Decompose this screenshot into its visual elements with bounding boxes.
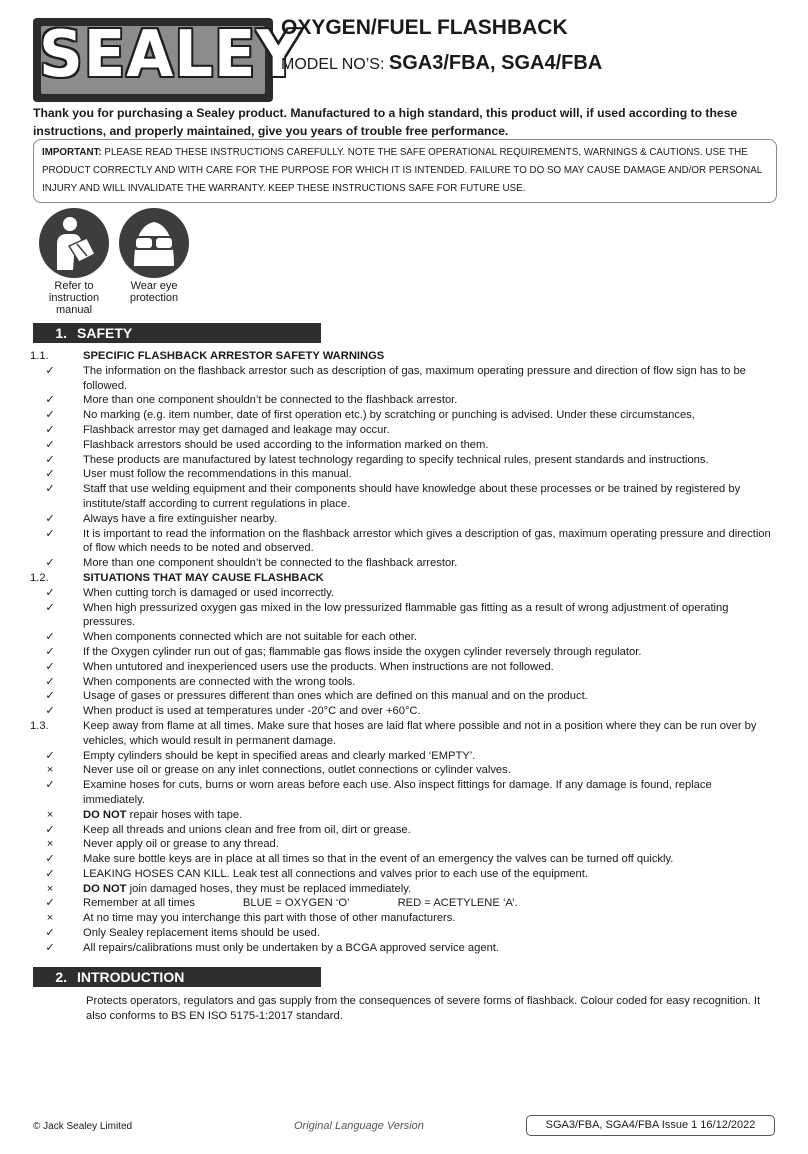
list-item bbox=[30, 660, 775, 675]
check-icon: ✓ bbox=[45, 749, 55, 762]
list-item-rest: join damaged hoses, they must be replaced immediately. bbox=[126, 882, 412, 895]
list-item bbox=[30, 808, 775, 823]
list-item-text: When high pressurized oxygen gas mixed in the low pressurized flammable gas fitting as a result of wrong adjustment of operating pressures. bbox=[83, 601, 729, 629]
section-safety-header bbox=[33, 323, 321, 343]
check-icon: ✓ bbox=[45, 423, 55, 436]
eye-protection-icon bbox=[119, 208, 189, 278]
list-item bbox=[30, 393, 775, 408]
cross-icon: × bbox=[46, 764, 54, 777]
product-title: OXYGEN/FUEL FLASHBACK bbox=[281, 16, 568, 39]
list-item bbox=[30, 763, 775, 778]
check-icon: ✓ bbox=[45, 645, 55, 658]
check-icon: ✓ bbox=[45, 586, 55, 599]
list-item bbox=[30, 601, 775, 631]
list-item-text: When product is used at temperatures under -20°C and over +60°C. bbox=[83, 705, 421, 718]
list-item-text: More than one component shouldn’t be connected to the flashback arrestor. bbox=[83, 557, 458, 570]
list-item-text: When untutored and inexperienced users use the products. When instructions are not followed. bbox=[83, 660, 554, 673]
list-item-text: Never use oil or grease on any inlet connections, outlet connections or cylinder valves. bbox=[83, 764, 511, 777]
check-icon: ✓ bbox=[45, 660, 55, 673]
list-item bbox=[30, 630, 775, 645]
subsection-number: 1.1. bbox=[30, 350, 49, 362]
important-text: PLEASE READ THESE INSTRUCTIONS CAREFULLY. NOTE THE SAFE OPERATIONAL REQUIREMENTS, WARNINGS & CAUTIONS. USE THE PRODUCT CORRECTLY AND WITH CARE FOR THE PURPOSE FOR WHICH IT IS INTENDED. FAILURE TO DO SO MAY CAUSE DAMAGE AND/OR PERSONAL INJURY AND WILL INVALIDATE THE WARRANTY. KEEP THESE INSTRUCTIONS SAFE FOR FUTURE USE. bbox=[42, 147, 762, 194]
list-item-text bbox=[83, 808, 775, 823]
language-version: Original Language Version bbox=[294, 1120, 424, 1132]
subsection-title: SPECIFIC FLASHBACK ARRESTOR SAFETY WARNINGS bbox=[83, 350, 385, 362]
list-item-text bbox=[83, 882, 775, 897]
eye-protection-block bbox=[113, 208, 195, 304]
do-not-emphasis: DO NOT bbox=[83, 808, 127, 821]
check-icon: ✓ bbox=[45, 705, 55, 718]
manual-icon-block bbox=[33, 208, 115, 316]
list-item bbox=[30, 882, 775, 897]
list-item-text: More than one component shouldn’t be connected to the flashback arrestor. bbox=[83, 394, 458, 407]
sealey-logo bbox=[33, 18, 302, 102]
thank-you-text: Thank you for purchasing a Sealey product. Manufactured to a high standard, this product will, if used according to these instructions, and properly maintained, give you years of trouble free performance. bbox=[33, 106, 738, 138]
list-item bbox=[30, 438, 775, 453]
important-label: IMPORTANT: bbox=[42, 147, 102, 158]
cross-icon: × bbox=[46, 808, 54, 821]
list-item bbox=[30, 689, 775, 704]
issue-info: SGA3/FBA, SGA4/FBA Issue 1 16/12/2022 bbox=[526, 1115, 775, 1136]
check-icon: ✓ bbox=[45, 364, 55, 377]
list-item bbox=[30, 926, 775, 941]
list-item-text: Empty cylinders should be kept in specified areas and clearly marked ‘EMPTY’. bbox=[83, 749, 476, 762]
cross-icon: × bbox=[46, 838, 54, 851]
check-icon: ✓ bbox=[45, 867, 55, 880]
list-item bbox=[30, 749, 775, 764]
list-item-text bbox=[83, 896, 775, 911]
list-item-text: Make sure bottle keys are in place at all times so that in the event of an emergency the valves can be turned off quickly. bbox=[83, 853, 674, 866]
check-icon: ✓ bbox=[45, 512, 55, 525]
list-item bbox=[30, 586, 775, 601]
list-item-text: Never apply oil or grease to any thread. bbox=[83, 838, 279, 851]
check-icon: ✓ bbox=[45, 823, 55, 836]
list-item-text: At no time may you interchange this part with those of other manufacturers. bbox=[83, 912, 456, 925]
list-item-rest: repair hoses with tape. bbox=[126, 808, 243, 821]
subsection-1-3-first bbox=[30, 719, 775, 749]
list-item bbox=[30, 837, 775, 852]
check-icon: ✓ bbox=[45, 690, 55, 703]
list-item-text: Keep all threads and unions clean and free from oil, dirt or grease. bbox=[83, 823, 411, 836]
important-notice bbox=[33, 139, 777, 203]
list-item-text: User must follow the recommendations in this manual. bbox=[83, 468, 352, 481]
section-number: 2. bbox=[55, 969, 67, 985]
list-item-text: Flashback arrestors should be used according to the information marked on them. bbox=[83, 438, 489, 451]
list-item bbox=[30, 896, 775, 911]
list-item bbox=[30, 482, 775, 512]
subsection-number: 1.3. bbox=[30, 719, 49, 732]
blue-oxygen-text: BLUE = OXYGEN ‘O’ bbox=[242, 897, 350, 910]
list-item-text: No marking (e.g. item number, date of first operation etc.) by scratching or punching is advised. Under these circumstances, bbox=[83, 409, 695, 422]
list-item bbox=[30, 941, 775, 956]
cross-icon: × bbox=[46, 912, 54, 925]
list-item bbox=[30, 527, 775, 557]
check-icon: ✓ bbox=[45, 394, 55, 407]
model-value: SGA3/FBA, SGA4/FBA bbox=[388, 52, 603, 74]
section-introduction-header bbox=[33, 967, 321, 987]
list-item-text: It is important to read the information on the flashback arrestor which gives a description of gas, maximum operating pressure and direction of flow which needs to be noted and observed. bbox=[83, 527, 771, 555]
list-item-text: Usage of gases or pressures different than ones which are defined on this manual and on the product. bbox=[83, 690, 588, 703]
subsection-title: SITUATIONS THAT MAY CAUSE FLASHBACK bbox=[83, 571, 324, 584]
list-item-text: Only Sealey replacement items should be used. bbox=[83, 927, 320, 940]
list-item-text: When components are connected with the wrong tools. bbox=[83, 675, 356, 688]
list-item bbox=[30, 408, 775, 423]
eye-protection-label: Wear eye protection bbox=[129, 280, 179, 304]
list-item-text: If the Oxygen cylinder run out of gas; flammable gas flows inside the oxygen cylinder reversely through regulator. bbox=[83, 645, 642, 658]
manual-icon-label: Refer to instruction manual bbox=[48, 280, 100, 316]
list-item-text: When components connected which are not suitable for each other. bbox=[83, 631, 417, 644]
check-icon: ✓ bbox=[45, 631, 55, 644]
list-item bbox=[30, 453, 775, 468]
check-icon: ✓ bbox=[45, 927, 55, 940]
list-item bbox=[30, 556, 775, 571]
list-item-text: These products are manufactured by latest technology regarding to specify technical rules, present standards and instructions. bbox=[83, 453, 709, 466]
check-icon: ✓ bbox=[45, 601, 55, 614]
list-item-text: Flashback arrestor may get damaged and leakage may occur. bbox=[83, 423, 390, 436]
check-icon: ✓ bbox=[45, 453, 55, 466]
check-icon: ✓ bbox=[45, 557, 55, 570]
check-icon: ✓ bbox=[45, 527, 55, 540]
check-icon: ✓ bbox=[45, 468, 55, 481]
model-numbers bbox=[281, 52, 602, 75]
introduction-text: Protects operators, regulators and gas supply from the consequences of severe forms of flashback. Colour coded for easy recognition. It also conforms to BS EN ISO 5175-1:2017 standard. bbox=[86, 995, 761, 1022]
list-item bbox=[30, 778, 775, 808]
list-item-text: Examine hoses for cuts, burns or worn areas before each use. Also inspect fittings for damage. If any damage is found, replace immediately. bbox=[83, 779, 712, 806]
check-icon: ✓ bbox=[45, 675, 55, 688]
list-item-text: All repairs/calibrations must only be undertaken by a BCGA approved service agent. bbox=[83, 941, 500, 954]
list-item-text: Always have a fire extinguisher nearby. bbox=[83, 512, 277, 525]
list-item-text: LEAKING HOSES CAN KILL. Leak test all connections and valves prior to each use of the equipment. bbox=[83, 867, 588, 880]
list-item-text: Keep away from flame at all times. Make sure that hoses are laid flat where possible and not in a position where they can be run over by vehicles, which would result in permanent damage. bbox=[83, 719, 757, 747]
list-item bbox=[30, 704, 775, 719]
remember-text: Remember at all times bbox=[83, 897, 195, 910]
model-label: MODEL NO’S: bbox=[281, 56, 389, 73]
subsection-1-1-heading bbox=[30, 349, 775, 364]
list-item bbox=[30, 467, 775, 482]
section-title: SAFETY bbox=[77, 325, 133, 341]
read-manual-icon bbox=[39, 208, 109, 278]
subsection-1-2-heading bbox=[30, 571, 775, 586]
section-title: INTRODUCTION bbox=[77, 969, 185, 985]
red-acetylene-text: RED = ACETYLENE ‘A’. bbox=[397, 897, 518, 910]
subsection-number: 1.2. bbox=[30, 571, 49, 584]
check-icon: ✓ bbox=[45, 897, 55, 910]
copyright: © Jack Sealey Limited bbox=[33, 1121, 133, 1132]
list-item bbox=[30, 512, 775, 527]
check-icon: ✓ bbox=[45, 853, 55, 866]
do-not-emphasis: DO NOT bbox=[83, 882, 127, 895]
list-item bbox=[30, 911, 775, 926]
list-item bbox=[30, 423, 775, 438]
section-number: 1. bbox=[55, 325, 67, 341]
check-icon: ✓ bbox=[45, 941, 55, 954]
list-item bbox=[30, 867, 775, 882]
check-icon: ✓ bbox=[45, 483, 55, 496]
check-icon: ✓ bbox=[45, 409, 55, 422]
safety-content bbox=[30, 349, 775, 956]
list-item-text: The information on the flashback arrestor such as description of gas, maximum operating pressure and direction of flow sign has to be followed. bbox=[83, 364, 746, 392]
check-icon: ✓ bbox=[45, 438, 55, 451]
list-item-text: Staff that use welding equipment and their components should have knowledge about these processes or be trained by registered by institute/staff according to current regulations in place. bbox=[83, 483, 741, 510]
list-item bbox=[30, 675, 775, 690]
cross-icon: × bbox=[46, 882, 54, 895]
list-item bbox=[30, 645, 775, 660]
list-item-text: When cutting torch is damaged or used incorrectly. bbox=[83, 586, 335, 599]
list-item bbox=[30, 823, 775, 838]
logo-text: SEALEY bbox=[39, 18, 302, 92]
list-item bbox=[30, 364, 775, 394]
list-item bbox=[30, 852, 775, 867]
check-icon: ✓ bbox=[45, 779, 55, 792]
